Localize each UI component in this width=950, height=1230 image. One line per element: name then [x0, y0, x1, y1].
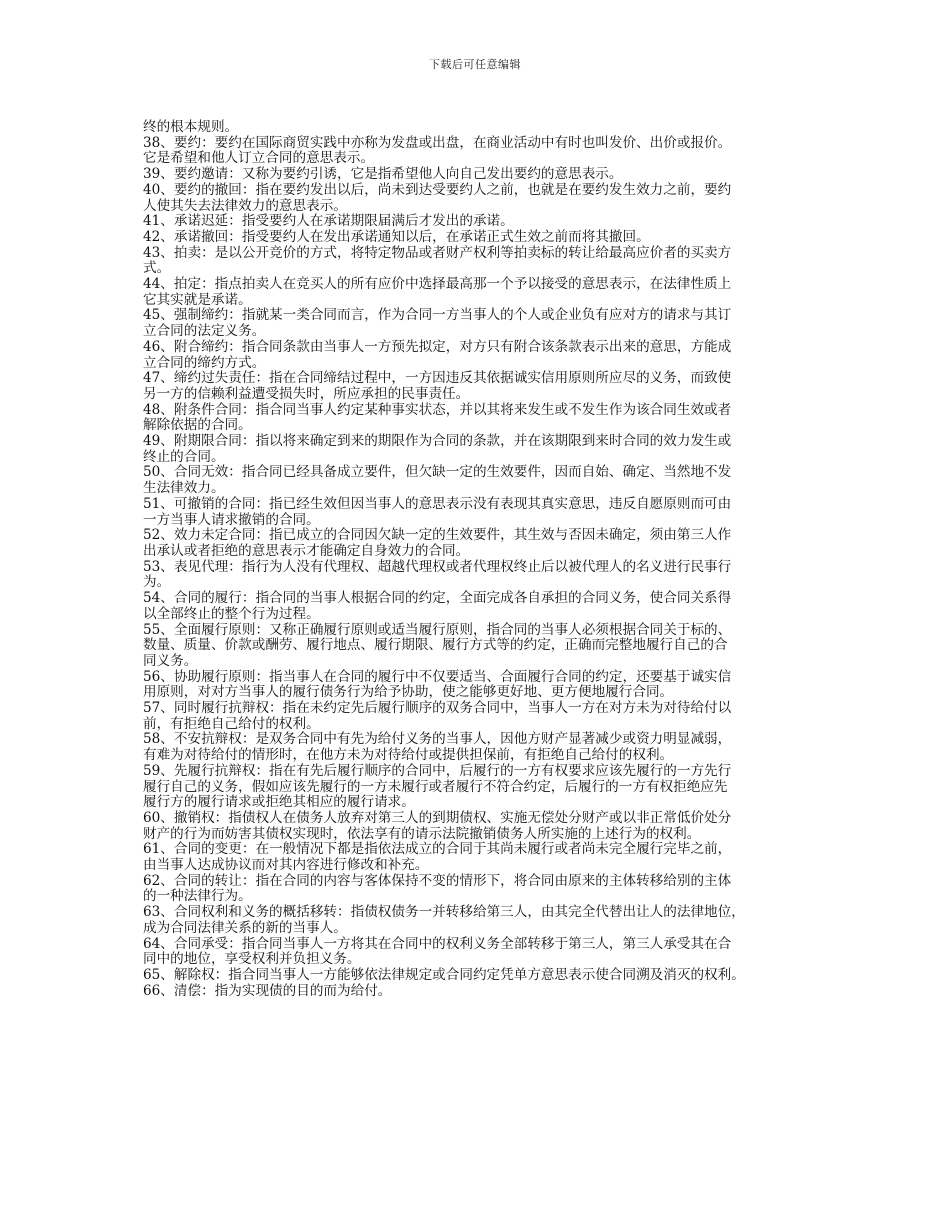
paragraph: 51、可撤销的合同：指已经生效但因当事人的意思表示没有表现其真实意思，违反自愿原则而可由 一方当事人请求撤销的合同。	[143, 495, 732, 528]
paragraph: 终的根本规则。	[143, 119, 239, 135]
paragraph: 40、要约的撤回：指在要约发出以后，尚未到达受要约人之前，也就是在要约发生效力之前，要约 人使其失去法律效力的意思表示。	[143, 181, 732, 214]
paragraph: 63、合同权利和义务的概括移转：指债权债务一并转移给第三人，由其完全代替出让人的法律地位， 成为合同法律关系的新的当事人。	[143, 904, 745, 936]
paragraph: 49、附期限合同：指以将来确定到来的期限作为合同的条款，并在该期限到来时合同的效力发生或 终止的合同。	[143, 433, 732, 465]
paragraph: 44、拍定：指点拍卖人在竞买人的所有应价中选择最高那一个予以接受的意思表示，在法律性质上 它其实就是承诺。	[143, 276, 732, 308]
paragraph: 42、承诺撤回：指受要约人在发出承诺通知以后，在承诺正式生效之前而将其撤回。	[143, 228, 650, 245]
paragraph: 56、协助履行原则：指当事人在合同的履行中不仅要适当、合面履行合同的约定，还要基于诚实信 用原则，对对方当事人的履行债务行为给予协助，使之能够更好地、更方便地履行合同。	[143, 668, 732, 701]
paragraph: 41、承诺迟延：指受要约人在承诺期限届满后才发出的承诺。	[143, 213, 514, 230]
paragraph: 59、先履行抗辩权：指在有先后履行顺序的合同中，后履行的一方有权要求应该先履行的一方先行 履行自己的义务，假如应该先履行的一方未履行或者履行不符合约定，后履行的一方有权拒绝应先 履行方的履行请求或拒绝其相应的履行请求。	[143, 762, 732, 811]
paragraph: 53、表见代理：指行为人没有代理权、超越代理权或者代理权终止后以被代理人的名义进行民事行 为。	[143, 558, 732, 591]
paragraph: 45、强制缔约：指就某一类合同而言，作为合同一方当事人的个人或企业负有应对方的请求与其订 立合同的法定义务。	[143, 307, 732, 340]
paragraph: 66、清偿：指为实现债的目的而为给付。	[143, 982, 392, 999]
paragraph: 60、撤销权：指债权人在债务人放弃对第三人的到期债权、实施无偿处分财产或以非正常低价处分 财产的行为而妨害其债权实现时，依法享有的请示法院撤销债务人所实施的上述行为的权利。	[143, 809, 732, 842]
paragraph: 52、效力未定合同：指已成立的合同因欠缺一定的生效要件，其生效与否因未确定，须由第三人作 出承认或者拒绝的意思表示才能确定自身效力的合同。	[143, 527, 732, 559]
paragraph: 48、附条件合同：指合同当事人约定某种事实状态，并以其将来发生或不发生作为该合同生效或者 解除依据的合同。	[143, 401, 732, 434]
page-header: 下载后可任意编辑	[429, 58, 521, 71]
paragraph: 39、要约邀请：又称为要约引诱，它是指希望他人向自己发出要约的意思表示。	[143, 166, 623, 183]
paragraph: 62、合同的转让：指在合同的内容与客体保持不变的情形下，将合同由原来的主体转移给别的主体 的一种法律行为。	[143, 872, 732, 905]
paragraph: 54、合同的履行：指合同的当事人根据合同的约定，全面完成各自承担的合同义务，使合同关系得 以全部终止的整个行为过程。	[143, 590, 732, 622]
paragraph: 61、合同的变更：在一般情况下都是指依法成立的合同于其尚未履行或者尚未完全履行完毕之前， 由当事人达成协议而对其内容进行修改和补充。	[143, 841, 732, 874]
document-body	[143, 120, 823, 999]
paragraph: 38、要约：要约在国际商贸实践中亦称为发盘或出盘，在商业活动中有时也叫发价、出价或报价。 它是希望和他人订立合同的意思表示。	[143, 134, 732, 167]
paragraph: 47、缔约过失责任：指在合同缔结过程中，一方因违反其依据诚实信用原则所应尽的义务，而致使 另一方的信赖利益遭受损失时，所应承担的民事责任。	[143, 370, 732, 402]
paragraph: 57、同时履行抗辩权：指在未约定先后履行顺序的双务合同中，当事人一方在对方未为对待给付以 前，有拒绝自己给付的权利。	[143, 700, 732, 732]
paragraph: 64、合同承受：指合同当事人一方将其在合同中的权利义务全部转移于第三人，第三人承受其在合 同中的地位，享受权利并负担义务。	[143, 935, 732, 968]
paragraph: 50、合同无效：指合同已经具备成立要件，但欠缺一定的生效要件，因而自始、确定、当然地不发 生法律效力。	[143, 464, 732, 497]
paragraph: 65、解除权：指合同当事人一方能够依法律规定或合同约定凭单方意思表示使合同溯及消灭的权利。	[143, 966, 745, 983]
paragraph: 46、附合缔约：指合同条款由当事人一方预先拟定，对方只有附合该条款表示出来的意思，方能成 立合同的缔约方式。	[143, 338, 732, 371]
paragraph: 55、全面履行原则：又称正确履行原则或适当履行原则，指合同的当事人必须根据合同关于标的、 数量、质量、价款或酬劳、履行地点、履行期限、履行方式等的约定，正确而完整地履行自己的合 同义务。	[143, 621, 732, 669]
paragraph: 43、拍卖：是以公开竞价的方式，将特定物品或者财产权利等拍卖标的转让给最高应价者的买卖方 式。	[143, 244, 732, 277]
paragraph: 58、不安抗辩权：是双务合同中有先为给付义务的当事人，因他方财产显著减少或资力明显减弱， 有难为对待给付的情形时，在他方未为对待给付或提供担保前，有拒绝自己给付的权利。	[143, 731, 732, 764]
